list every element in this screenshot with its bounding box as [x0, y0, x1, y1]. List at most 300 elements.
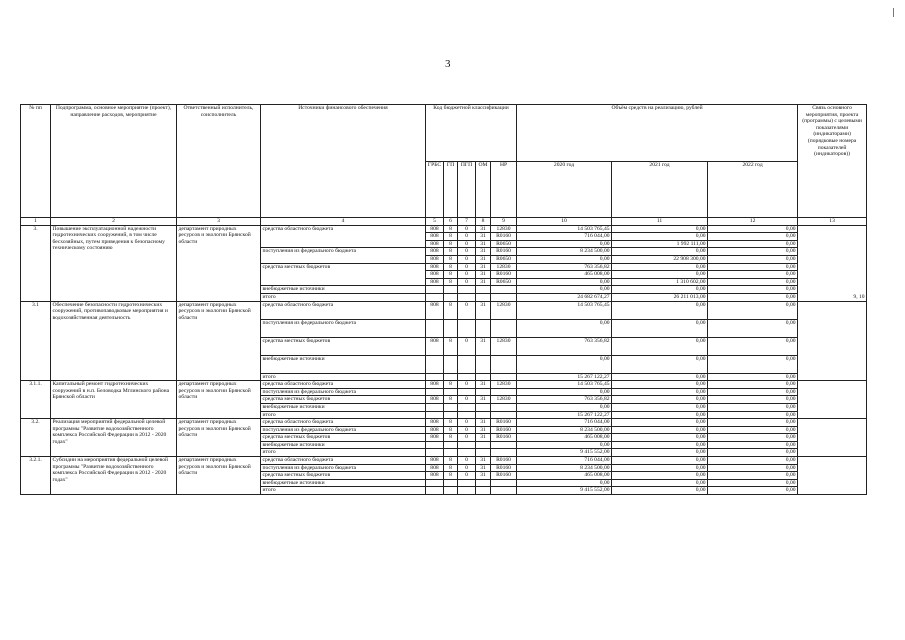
amount-2021: 0,00 [612, 403, 708, 411]
amount-2022: 0,00 [708, 286, 798, 294]
amount-2020: 465 008,00 [517, 271, 612, 279]
code-nr: 12830 [491, 337, 517, 355]
item-name: Субсидии на мероприятия федеральной целевой программы "Развитие водохозяйственного комплекса Российской Федерации в 2012 - 2020 годах" [51, 457, 177, 495]
amount-2021: 0,00 [612, 426, 708, 434]
code-grbs: 808 [426, 419, 444, 427]
amount-2021: 0,00 [612, 355, 708, 373]
code-grbs: 808 [426, 248, 444, 256]
code-nr [491, 441, 517, 449]
code-gp: 8 [444, 225, 458, 233]
amount-2022: 0,00 [708, 449, 798, 457]
code-grbs [426, 403, 444, 411]
code-grbs: 808 [426, 472, 444, 480]
amount-2021: 1 992 111,00 [612, 240, 708, 248]
code-gp: 8 [444, 233, 458, 241]
column-number: 9 [491, 218, 517, 226]
code-nr [491, 355, 517, 373]
item-number: 3.1 [21, 301, 51, 381]
code-om: 31 [476, 225, 491, 233]
code-om: 31 [476, 255, 491, 263]
column-number: 6 [444, 218, 458, 226]
table-row [21, 457, 867, 465]
amount-2020: 763 356,82 [517, 337, 612, 355]
table-row [21, 301, 867, 319]
amount-2020: 0,00 [517, 388, 612, 396]
code-gp: 8 [444, 457, 458, 465]
code-om: 31 [476, 263, 491, 271]
table-header [21, 105, 867, 226]
code-gp [444, 373, 458, 381]
amount-2020: 9 415 552,00 [517, 449, 612, 457]
indicator-link [798, 301, 867, 381]
amount-2021: 0,00 [612, 233, 708, 241]
code-gp [444, 355, 458, 373]
code-grbs: 808 [426, 263, 444, 271]
funding-source: поступления из федерального бюджета [261, 464, 426, 472]
amount-2022: 0,00 [708, 411, 798, 419]
code-grbs [426, 479, 444, 487]
code-pgp: 0 [458, 225, 476, 233]
amount-2022: 0,00 [708, 233, 798, 241]
funding-source: внебюджетные источники [261, 479, 426, 487]
code-pgp [458, 479, 476, 487]
code-grbs [426, 355, 444, 373]
amount-2021: 0,00 [612, 271, 708, 279]
amount-2021: 0,00 [612, 419, 708, 427]
code-pgp [458, 373, 476, 381]
code-nr: R0160 [491, 457, 517, 465]
column-number: 1 [21, 218, 51, 226]
code-gp: 8 [444, 337, 458, 355]
code-pgp: 0 [458, 271, 476, 279]
header-link: Связь основного мероприятия, проекта (программы) с целевыми показателями (индикаторами) (порядковые номера показателей (индикаторов)) [798, 105, 867, 218]
item-number: 3. [21, 225, 51, 301]
code-grbs [426, 373, 444, 381]
code-grbs [426, 441, 444, 449]
header-subprogram: Подпрограмма, основное мероприятие (проект), направление расходов, мероприятие [51, 105, 177, 218]
code-gp: 8 [444, 426, 458, 434]
code-gp: 8 [444, 278, 458, 286]
funding-source: средства областного бюджета [261, 381, 426, 389]
table-row [21, 381, 867, 389]
amount-2022: 0,00 [708, 225, 798, 233]
code-gp [444, 487, 458, 495]
code-nr [491, 388, 517, 396]
total-label: итого [261, 411, 426, 419]
amount-2021: 0,00 [612, 396, 708, 404]
code-grbs [426, 293, 444, 301]
amount-2020: 465 008,00 [517, 434, 612, 442]
code-pgp: 0 [458, 426, 476, 434]
code-pgp [458, 411, 476, 419]
amount-2020: 0,00 [517, 479, 612, 487]
code-pgp: 0 [458, 240, 476, 248]
amount-2022: 0,00 [708, 373, 798, 381]
funding-source: внебюджетные источники [261, 441, 426, 449]
amount-2020: 465 008,00 [517, 472, 612, 480]
code-gp [444, 286, 458, 294]
code-pgp: 0 [458, 419, 476, 427]
code-pgp: 0 [458, 233, 476, 241]
code-grbs: 808 [426, 426, 444, 434]
indicator-link [798, 381, 867, 419]
code-grbs: 808 [426, 464, 444, 472]
funding-source: средства местных бюджетов [261, 472, 426, 480]
code-nr: R0160 [491, 464, 517, 472]
funding-source: средства местных бюджетов [261, 263, 426, 286]
funding-source: средства областного бюджета [261, 301, 426, 319]
funding-source: поступления из федерального бюджета [261, 388, 426, 396]
amount-2020: 8 234 500,00 [517, 464, 612, 472]
column-number: 12 [708, 218, 798, 226]
amount-2021: 0,00 [612, 479, 708, 487]
header-num: № пп [21, 105, 51, 218]
code-nr [491, 286, 517, 294]
code-om: 31 [476, 278, 491, 286]
header-pgp: ПГП [458, 161, 476, 218]
amount-2021: 26 211 013,00 [612, 293, 708, 301]
table-row [21, 419, 867, 427]
code-grbs: 808 [426, 381, 444, 389]
code-pgp [458, 449, 476, 457]
code-om: 31 [476, 381, 491, 389]
amount-2021: 0,00 [612, 248, 708, 256]
code-pgp: 0 [458, 263, 476, 271]
code-om [476, 411, 491, 419]
amount-2022: 0,00 [708, 434, 798, 442]
amount-2021: 0,00 [612, 263, 708, 271]
code-nr: 12830 [491, 301, 517, 319]
code-gp: 8 [444, 396, 458, 404]
code-grbs: 808 [426, 301, 444, 319]
total-label: итого [261, 487, 426, 495]
amount-2022: 0,00 [708, 355, 798, 373]
code-om: 31 [476, 457, 491, 465]
code-pgp [458, 487, 476, 495]
amount-2022: 0,00 [708, 472, 798, 480]
funding-source: поступления из федерального бюджета [261, 319, 426, 337]
funding-source: средства областного бюджета [261, 419, 426, 427]
amount-2022: 0,00 [708, 337, 798, 355]
code-nr: R0160 [491, 426, 517, 434]
amount-2020: 0,00 [517, 403, 612, 411]
code-pgp [458, 403, 476, 411]
amount-2022: 0,00 [708, 293, 798, 301]
column-number-row [21, 218, 867, 226]
amount-2021: 0,00 [612, 464, 708, 472]
code-gp: 8 [444, 255, 458, 263]
code-grbs: 808 [426, 240, 444, 248]
amount-2020: 0,00 [517, 255, 612, 263]
code-pgp: 0 [458, 301, 476, 319]
code-gp: 8 [444, 381, 458, 389]
amount-2020: 716 044,00 [517, 457, 612, 465]
total-label: итого [261, 293, 426, 301]
column-number: 10 [517, 218, 612, 226]
code-om: 31 [476, 426, 491, 434]
code-gp: 8 [444, 240, 458, 248]
code-grbs [426, 487, 444, 495]
code-pgp: 0 [458, 457, 476, 465]
scan-edge-mark [893, 8, 894, 17]
code-grbs [426, 449, 444, 457]
item-number: 3.1.1. [21, 381, 51, 419]
amount-2022: 0,00 [708, 248, 798, 256]
funding-source: средства областного бюджета [261, 457, 426, 465]
code-nr: R0650 [491, 255, 517, 263]
header-om: ОМ [476, 161, 491, 218]
code-gp: 8 [444, 434, 458, 442]
code-grbs [426, 319, 444, 337]
code-gp [444, 319, 458, 337]
item-responsible: департамент природных ресурсов и экологии Брянской области [177, 381, 261, 419]
code-om [476, 441, 491, 449]
amount-2020: 0,00 [517, 355, 612, 373]
code-nr: R0160 [491, 419, 517, 427]
column-number: 7 [458, 218, 476, 226]
column-number: 13 [798, 218, 867, 226]
funding-source: средства областного бюджета [261, 225, 426, 248]
code-nr: R0160 [491, 434, 517, 442]
header-nr: НР [491, 161, 517, 218]
header-gp: ГП [444, 161, 458, 218]
column-number: 5 [426, 218, 444, 226]
item-name: Повышение эксплуатационной надежности гидротехнических сооружений, в том числе бесхозяйных, путем приведения к безопасному техническому состоянию [51, 225, 177, 301]
code-nr [491, 479, 517, 487]
funding-source: внебюджетные источники [261, 403, 426, 411]
code-om [476, 479, 491, 487]
amount-2021: 0,00 [612, 449, 708, 457]
funding-source: средства местных бюджетов [261, 396, 426, 404]
code-nr: 12830 [491, 396, 517, 404]
code-om: 31 [476, 464, 491, 472]
header-grbs: ГРБС [426, 161, 444, 218]
code-om [476, 319, 491, 337]
amount-2022: 0,00 [708, 403, 798, 411]
code-gp [444, 293, 458, 301]
code-pgp [458, 388, 476, 396]
amount-2020: 15 267 122,27 [517, 373, 612, 381]
code-om: 31 [476, 240, 491, 248]
amount-2021: 0,00 [612, 381, 708, 389]
item-responsible: департамент природных ресурсов и экологии Брянской области [177, 419, 261, 457]
code-om: 31 [476, 248, 491, 256]
item-responsible: департамент природных ресурсов и экологии Брянской области [177, 225, 261, 301]
amount-2021: 22 908 300,00 [612, 255, 708, 263]
amount-2021: 0,00 [612, 388, 708, 396]
code-gp [444, 403, 458, 411]
item-responsible: департамент природных ресурсов и экологии Брянской области [177, 301, 261, 381]
amount-2020: 763 356,82 [517, 396, 612, 404]
funding-source: внебюджетные источники [261, 286, 426, 294]
code-nr: R0160 [491, 472, 517, 480]
amount-2022: 0,00 [708, 278, 798, 286]
amount-2022: 0,00 [708, 441, 798, 449]
column-number: 4 [261, 218, 426, 226]
code-grbs: 808 [426, 233, 444, 241]
item-number: 3.2.1. [21, 457, 51, 495]
header-budget-code: Код бюджетной классификации [426, 105, 517, 162]
code-nr: R0160 [491, 233, 517, 241]
column-number: 3 [177, 218, 261, 226]
amount-2021: 0,00 [612, 487, 708, 495]
amount-2021: 0,00 [612, 457, 708, 465]
amount-2022: 0,00 [708, 464, 798, 472]
code-pgp: 0 [458, 396, 476, 404]
item-name: Капитальный ремонт гидротехнических сооружений в н.п. Беловодка Мглинского района Брянской области [51, 381, 177, 419]
indicator-link [798, 419, 867, 457]
amount-2022: 0,00 [708, 240, 798, 248]
column-number: 11 [612, 218, 708, 226]
code-pgp: 0 [458, 434, 476, 442]
amount-2021: 0,00 [612, 472, 708, 480]
amount-2022: 0,00 [708, 271, 798, 279]
code-nr: 12830 [491, 263, 517, 271]
header-2021: 2021 год [612, 161, 708, 218]
amount-2021: 0,00 [612, 441, 708, 449]
amount-2021: 0,00 [612, 301, 708, 319]
indicator-link: 9, 10 [798, 225, 867, 301]
code-om [476, 286, 491, 294]
amount-2021: 0,00 [612, 337, 708, 355]
code-om [476, 388, 491, 396]
code-grbs [426, 388, 444, 396]
code-nr: R0160 [491, 248, 517, 256]
header-responsible: Ответственный исполнитель, соисполнитель [177, 105, 261, 218]
page-number: 3 [445, 58, 451, 70]
item-number: 3.2. [21, 419, 51, 457]
amount-2020: 0,00 [517, 441, 612, 449]
amount-2020: 716 044,00 [517, 419, 612, 427]
code-pgp: 0 [458, 337, 476, 355]
header-2020: 2020 год [517, 161, 612, 218]
amount-2020: 716 044,00 [517, 233, 612, 241]
code-grbs: 808 [426, 255, 444, 263]
code-om: 31 [476, 271, 491, 279]
code-gp: 8 [444, 301, 458, 319]
amount-2021: 0,00 [612, 434, 708, 442]
amount-2022: 0,00 [708, 301, 798, 319]
amount-2022: 0,00 [708, 388, 798, 396]
amount-2022: 0,00 [708, 487, 798, 495]
amount-2020: 0,00 [517, 240, 612, 248]
code-grbs: 808 [426, 457, 444, 465]
code-om: 31 [476, 301, 491, 319]
header-volume: Объём средств на реализацию, рублей [517, 105, 798, 162]
total-label: итого [261, 449, 426, 457]
code-om [476, 487, 491, 495]
code-pgp: 0 [458, 464, 476, 472]
code-gp: 8 [444, 271, 458, 279]
amount-2022: 0,00 [708, 479, 798, 487]
code-pgp: 0 [458, 278, 476, 286]
amount-2020: 15 267 122,27 [517, 411, 612, 419]
code-gp [444, 449, 458, 457]
funding-source: поступления из федерального бюджета [261, 248, 426, 263]
item-name: Реализация мероприятий федеральной целевой программы "Развитие водохозяйственного комплекса Российской Федерации в 2012 - 2020 годах" [51, 419, 177, 457]
financing-table [20, 104, 867, 495]
item-responsible: департамент природных ресурсов и экологии Брянской области [177, 457, 261, 495]
code-nr: 12830 [491, 225, 517, 233]
amount-2020: 8 234 500,00 [517, 248, 612, 256]
code-grbs: 808 [426, 434, 444, 442]
indicator-link [798, 457, 867, 495]
amount-2021: 0,00 [612, 319, 708, 337]
amount-2021: 0,00 [612, 411, 708, 419]
code-pgp [458, 355, 476, 373]
column-number: 8 [476, 218, 491, 226]
amount-2020: 14 503 765,45 [517, 381, 612, 389]
code-nr [491, 319, 517, 337]
code-pgp: 0 [458, 381, 476, 389]
code-gp [444, 441, 458, 449]
funding-source: средства местных бюджетов [261, 337, 426, 355]
amount-2020: 763 356,82 [517, 263, 612, 271]
amount-2020: 8 234 500,00 [517, 426, 612, 434]
code-nr [491, 449, 517, 457]
funding-source: внебюджетные источники [261, 355, 426, 373]
code-gp: 8 [444, 472, 458, 480]
code-grbs [426, 411, 444, 419]
code-nr: R0650 [491, 278, 517, 286]
code-om: 31 [476, 419, 491, 427]
code-nr: 12830 [491, 381, 517, 389]
amount-2021: 0,00 [612, 373, 708, 381]
total-label: итого [261, 373, 426, 381]
code-om: 31 [476, 434, 491, 442]
header-sources: Источники финансового обеспечения [261, 105, 426, 218]
amount-2022: 0,00 [708, 381, 798, 389]
code-grbs: 808 [426, 396, 444, 404]
code-gp [444, 479, 458, 487]
amount-2022: 0,00 [708, 263, 798, 271]
code-gp [444, 411, 458, 419]
code-grbs [426, 286, 444, 294]
code-gp [444, 388, 458, 396]
amount-2020: 14 503 765,45 [517, 301, 612, 319]
code-gp: 8 [444, 419, 458, 427]
amount-2021: 1 310 602,00 [612, 278, 708, 286]
amount-2022: 0,00 [708, 426, 798, 434]
amount-2021: 0,00 [612, 286, 708, 294]
code-pgp [458, 319, 476, 337]
code-nr [491, 293, 517, 301]
code-pgp [458, 286, 476, 294]
column-number: 2 [51, 218, 177, 226]
item-name: Обеспечение безопасности гидротехнических сооружений, противопаводковые мероприятия и водохозяйственная деятельность [51, 301, 177, 381]
code-om [476, 355, 491, 373]
code-nr: R0650 [491, 240, 517, 248]
amount-2022: 0,00 [708, 319, 798, 337]
code-om [476, 449, 491, 457]
code-om: 31 [476, 337, 491, 355]
code-grbs: 808 [426, 271, 444, 279]
code-nr [491, 373, 517, 381]
amount-2022: 0,00 [708, 396, 798, 404]
code-grbs: 808 [426, 225, 444, 233]
code-gp: 8 [444, 263, 458, 271]
code-grbs: 808 [426, 337, 444, 355]
code-pgp [458, 441, 476, 449]
code-om: 31 [476, 472, 491, 480]
code-om: 31 [476, 396, 491, 404]
funding-source: поступления из федерального бюджета [261, 426, 426, 434]
amount-2020: 9 415 552,00 [517, 487, 612, 495]
amount-2021: 0,00 [612, 225, 708, 233]
code-nr: R0160 [491, 271, 517, 279]
code-om [476, 293, 491, 301]
amount-2022: 0,00 [708, 419, 798, 427]
